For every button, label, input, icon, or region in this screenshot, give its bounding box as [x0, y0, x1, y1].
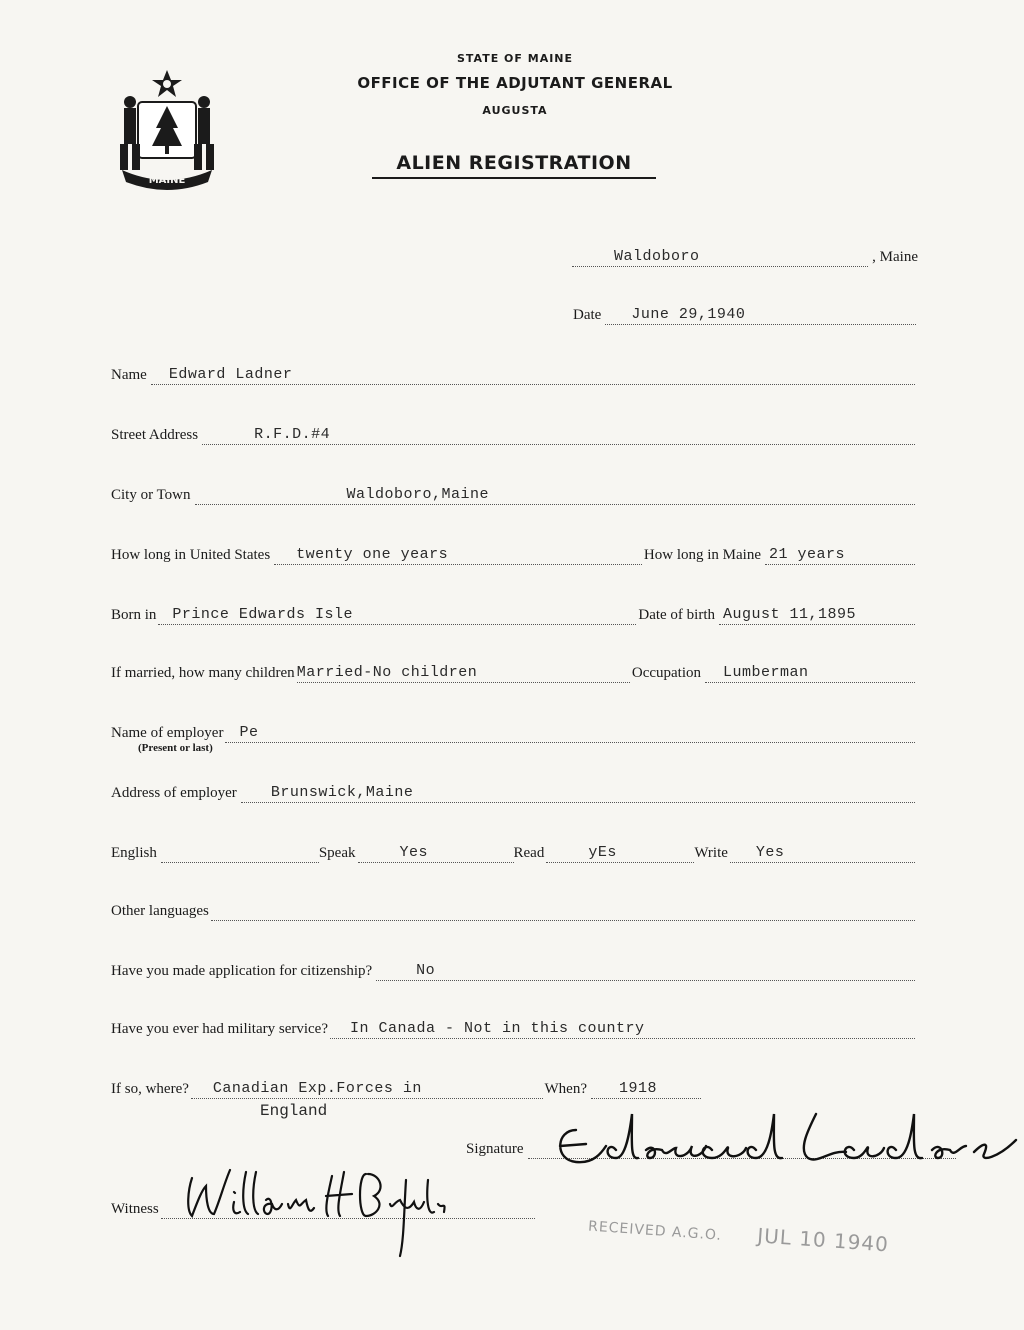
when-label: When?: [544, 1081, 587, 1097]
citizenship-row: [111, 960, 915, 981]
employer-label: Name of employer: [111, 725, 224, 741]
city-heading: AUGUSTA: [482, 104, 548, 117]
when-value: 1918: [619, 1080, 658, 1097]
write-label: Write: [694, 845, 728, 861]
city-row: [111, 484, 915, 505]
name-label: Name: [111, 367, 147, 383]
where-value: Canadian Exp.Forces in: [212, 1080, 422, 1097]
stamp-text: RECEIVED A.G.O.: [587, 1218, 723, 1244]
place-row: [572, 246, 918, 267]
how-long-row: [111, 544, 915, 565]
name-value: Edward Ladner: [168, 366, 293, 383]
dob-value: August 11,1895: [723, 606, 857, 623]
write-value: Yes: [755, 844, 785, 861]
other-languages-field[interactable]: [211, 900, 915, 921]
place-field[interactable]: [572, 246, 868, 267]
city-value: Waldoboro,Maine: [346, 486, 490, 503]
svg-text:MAINE: MAINE: [148, 175, 186, 186]
occupation-label: Occupation: [631, 665, 701, 681]
street-field[interactable]: [202, 424, 915, 445]
english-label: English: [111, 845, 157, 861]
state-heading: STATE OF MAINE: [456, 52, 574, 65]
office-heading: OFFICE OF THE ADJUTANT GENERAL: [357, 74, 673, 92]
signature-handwriting: [546, 1100, 1022, 1190]
date-row: [573, 304, 916, 325]
place-suffix: , Maine: [872, 249, 918, 265]
street-value: R.F.D.#4: [254, 426, 331, 443]
speak-value: Yes: [399, 844, 429, 861]
dob-field[interactable]: [719, 604, 915, 625]
form-title: ALIEN REGISTRATION: [372, 152, 656, 179]
how-long-maine-label: How long in Maine: [643, 547, 761, 563]
military-row: [111, 1018, 915, 1039]
signature-label: Signature: [466, 1141, 524, 1157]
children-label: If married, how many children: [111, 665, 295, 681]
military-field[interactable]: [330, 1018, 915, 1039]
read-value: yEs: [588, 844, 617, 861]
city-field[interactable]: [195, 484, 915, 505]
employer-address-field[interactable]: [241, 782, 915, 803]
citizenship-label: Have you made application for citizenship?: [111, 963, 373, 979]
how-long-us-label: How long in United States: [111, 547, 271, 563]
citizenship-value: No: [416, 962, 436, 979]
how-long-maine-value: 21 years: [769, 546, 846, 563]
employer-address-row: [111, 782, 915, 803]
speak-label: Speak: [318, 845, 356, 861]
employer-address-label: Address of employer: [111, 785, 237, 801]
name-row: [111, 364, 915, 385]
occupation-value: Lumberman: [723, 664, 809, 681]
military-value: In Canada - Not in this country: [350, 1020, 645, 1037]
other-languages-label: Other languages: [111, 903, 209, 919]
children-row: [111, 662, 915, 683]
where-value-line2: England: [260, 1102, 328, 1120]
where-row: [111, 1078, 701, 1099]
employer-value: Pe: [239, 724, 259, 741]
how-long-us-value: twenty one years: [296, 546, 449, 563]
stamp-date: JUL 10 1940: [756, 1223, 890, 1257]
military-label: Have you ever had military service?: [111, 1021, 328, 1037]
svg-text:Edward Ladner: Edward Ladner: [546, 1100, 553, 1101]
witness-label: Witness: [111, 1201, 159, 1217]
city-label: City or Town: [111, 487, 191, 503]
read-field[interactable]: [546, 842, 694, 863]
citizenship-field[interactable]: [376, 960, 915, 981]
name-field[interactable]: [151, 364, 915, 385]
read-label: Read: [513, 845, 545, 861]
write-field[interactable]: [730, 842, 915, 863]
date-value: June 29,1940: [631, 306, 746, 323]
children-value: Married-No children: [296, 664, 478, 681]
date-label: Date: [573, 307, 602, 323]
born-value: Prince Edwards Isle: [172, 606, 353, 623]
english-row: [111, 842, 915, 863]
employer-address-value: Brunswick,Maine: [270, 784, 414, 801]
street-label: Street Address: [111, 427, 199, 443]
dob-label: Date of birth: [638, 607, 715, 623]
english-field: [161, 842, 319, 863]
date-field[interactable]: [605, 304, 916, 325]
employer-row: [111, 722, 915, 743]
how-long-maine-field[interactable]: [765, 544, 915, 565]
where-field[interactable]: [191, 1078, 543, 1099]
how-long-us-field[interactable]: [274, 544, 642, 565]
other-languages-row: [111, 900, 915, 921]
received-stamp: [588, 1212, 890, 1257]
when-field[interactable]: [591, 1078, 701, 1099]
children-field[interactable]: [297, 662, 630, 683]
svg-text:William H Brooks Jr: William H Brooks Jr: [168, 1160, 177, 1161]
employer-sublabel: (Present or last): [138, 742, 213, 754]
born-row: [111, 604, 915, 625]
where-label: If so, where?: [111, 1081, 189, 1097]
born-label: Born in: [111, 607, 157, 623]
occupation-field[interactable]: [705, 662, 915, 683]
speak-field[interactable]: [358, 842, 514, 863]
place-value: Waldoboro: [614, 248, 700, 265]
street-row: [111, 424, 915, 445]
born-field[interactable]: [158, 604, 636, 625]
employer-field[interactable]: [225, 722, 915, 743]
witness-handwriting: [168, 1160, 458, 1260]
state-seal-icon: [108, 66, 226, 190]
